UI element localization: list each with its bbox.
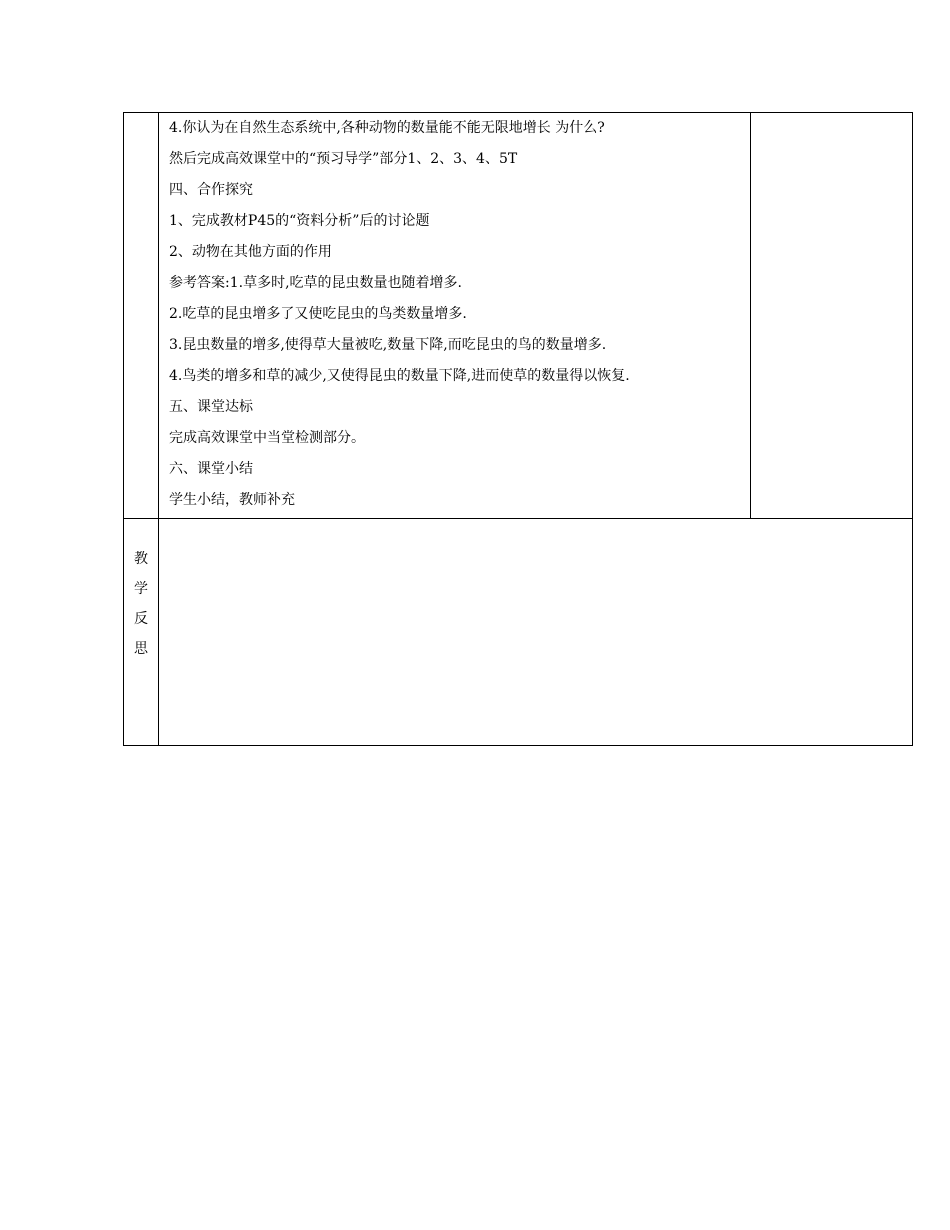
reference-answer-2: 2.吃草的昆虫增多了又使吃昆虫的鸟类数量增多. bbox=[169, 306, 467, 322]
question-4-line: 4.你认为在自然生态系统中,各种动物的数量能不能无限地增长 为什么? bbox=[169, 120, 605, 136]
reference-answer-1: 参考答案:1.草多时,吃草的昆虫数量也随着增多. bbox=[169, 275, 462, 291]
class-goal-task: 完成高效课堂中当堂检测部分。 bbox=[169, 430, 365, 446]
lesson-content-cell bbox=[159, 113, 751, 519]
lesson-plan-table bbox=[123, 112, 913, 746]
class-summary-text: 学生小结，教师补充 bbox=[169, 492, 295, 508]
reference-answer-4: 4.鸟类的增多和草的减少,又使得昆虫的数量下降,进而使草的数量得以恢复. bbox=[169, 368, 630, 384]
section-heading-class-summary: 六、课堂小结 bbox=[169, 461, 253, 477]
reflection-label-char: 学 bbox=[134, 581, 148, 597]
reflection-label-char: 反 bbox=[134, 611, 148, 627]
reflection-label-char: 思 bbox=[134, 641, 148, 657]
reflection-content-cell[interactable] bbox=[159, 519, 913, 746]
section-heading-cooperative-inquiry: 四、合作探究 bbox=[169, 182, 253, 198]
reference-answer-3: 3.昆虫数量的增多,使得草大量被吃,数量下降,而吃昆虫的鸟的数量增多. bbox=[169, 337, 607, 353]
reflection-label-char: 教 bbox=[134, 551, 148, 567]
notes-cell bbox=[751, 113, 913, 519]
lesson-content-row bbox=[124, 113, 913, 519]
reflection-label bbox=[124, 544, 158, 664]
reflection-row bbox=[124, 519, 913, 746]
section-heading-class-goal: 五、课堂达标 bbox=[169, 399, 253, 415]
reflection-label-cell bbox=[124, 519, 159, 746]
left-label-cell bbox=[124, 113, 159, 519]
inquiry-item-1: 1、完成教材P45的“资料分析”后的讨论题 bbox=[169, 213, 430, 229]
lesson-lines bbox=[169, 113, 740, 518]
inquiry-item-2: 2、动物在其他方面的作用 bbox=[169, 244, 332, 260]
preview-task-line: 然后完成高效课堂中的“预习导学”部分1、2、3、4、5T bbox=[169, 151, 518, 167]
